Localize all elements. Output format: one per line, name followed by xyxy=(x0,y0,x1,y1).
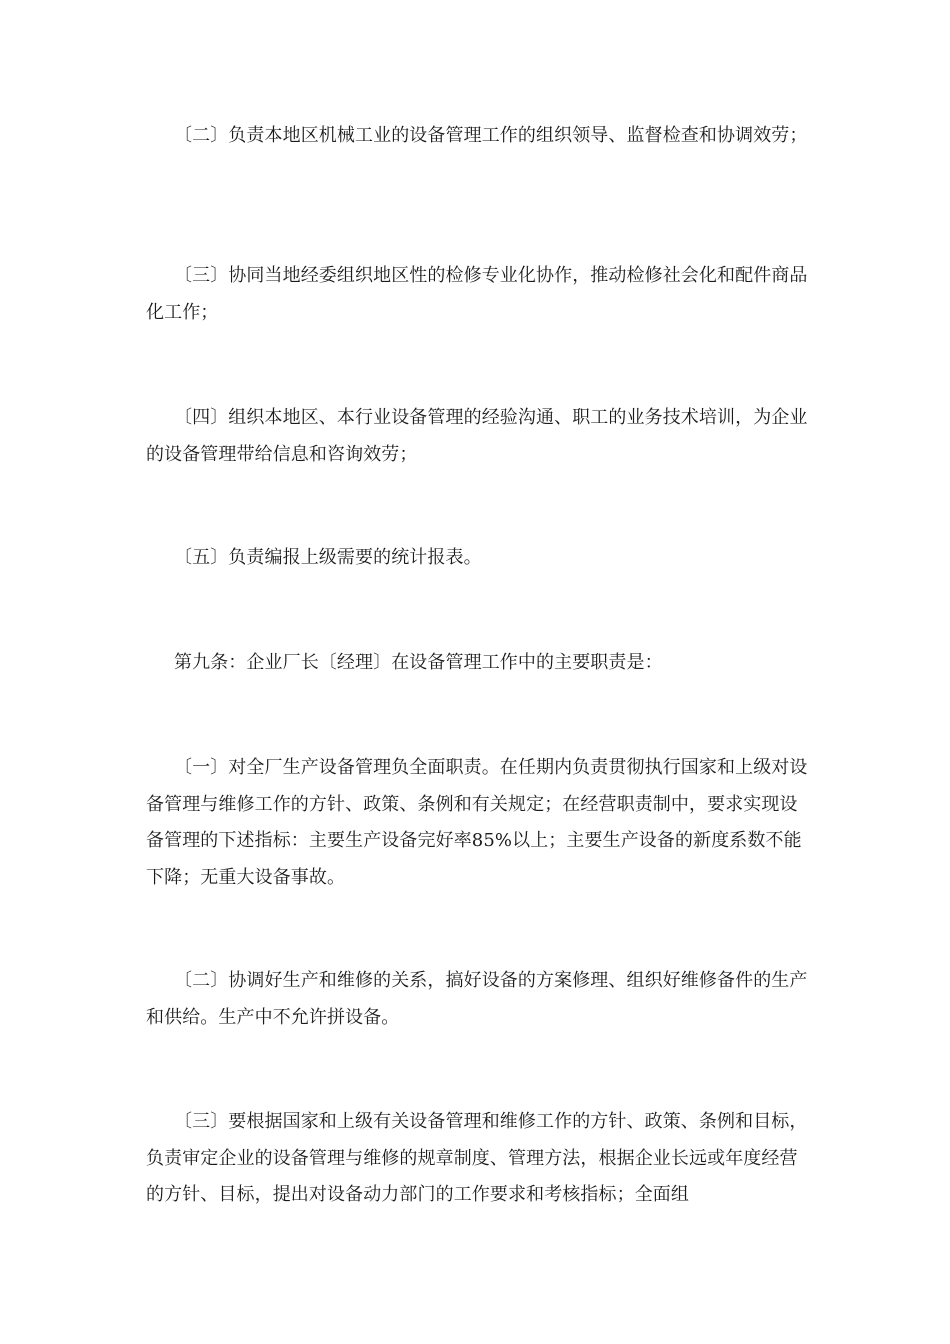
paragraph-item-4-responsibility: 〔四〕组织本地区、本行业设备管理的经验沟通、职工的业务技术培训，为企业的设备管理带给信息和咨询效劳； xyxy=(146,407,808,465)
paragraph-item-2-responsibility: 〔二〕负责本地区机械工业的设备管理工作的组织领导、监督检查和协调效劳； xyxy=(174,125,808,146)
paragraph-article9-item-2: 〔二〕协调好生产和维修的关系，搞好设备的方案修理、组织好维修备件的生产和供给。生产中不允许拼设备。 xyxy=(146,970,808,1028)
paragraph-article9-item-1: 〔一〕对全厂生产设备管理负全面职责。在任期内负责贯彻执行国家和上级对设备管理与维修工作的方针、政策、条例和有关规定；在经营职责制中，要求实现设备管理的下述指标：主要生产设备完好率85%以上；主要生产设备的新度系数不能下降；无重大设备事故。 xyxy=(146,757,808,888)
paragraph-item-5-responsibility: 〔五〕负责编报上级需要的统计报表。 xyxy=(174,547,482,568)
paragraph-article9-item-3: 〔三〕要根据国家和上级有关设备管理和维修工作的方针、政策、条例和目标，负责审定企业的设备管理与维修的规章制度、管理方法，根据企业长远或年度经营的方针、目标，提出对设备动力部门的工作要求和考核指标；全面组 xyxy=(146,1111,808,1205)
paragraph-item-3-responsibility: 〔三〕协同当地经委组织地区性的检修专业化协作，推动检修社会化和配件商品化工作； xyxy=(146,265,808,323)
article-nine-heading: 第九条：企业厂长〔经理〕在设备管理工作中的主要职责是： xyxy=(174,652,663,673)
